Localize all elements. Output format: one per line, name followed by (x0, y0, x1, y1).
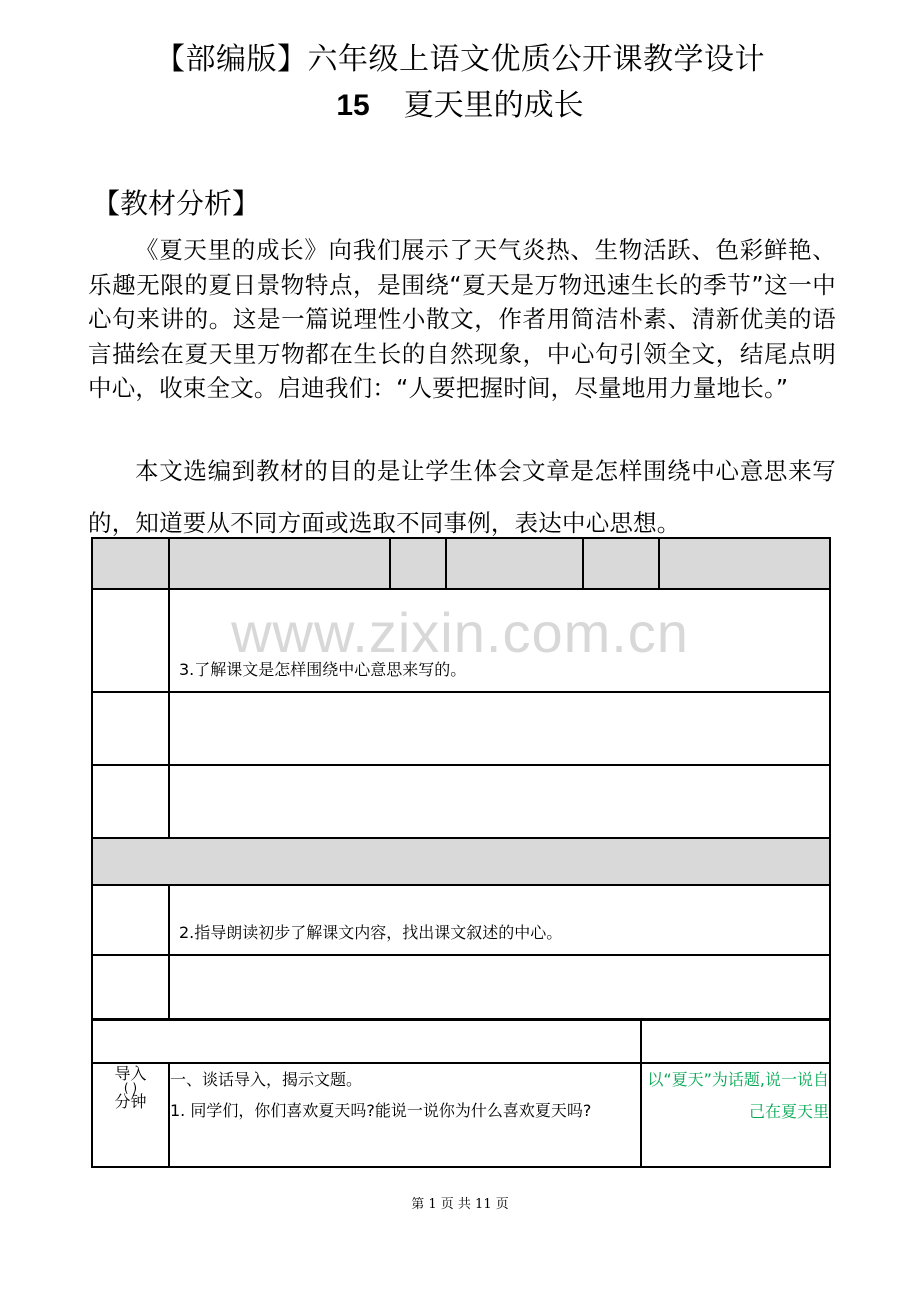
analysis-paragraph-2: 本文选编到教材的目的是让学生体会文章是怎样围绕中心意思来写的，知道要从不同方面或选取不同事例，表达中心思想。 (88, 457, 836, 537)
table-row (92, 955, 830, 1020)
table-cell (446, 538, 583, 589)
watermark: www.zixin.com.cn (231, 601, 689, 664)
lesson-heading (0, 84, 920, 128)
objective-item-3: 3.了解课文是怎样围绕中心意思来写的。 (179, 660, 467, 679)
objectives-cell (169, 589, 830, 692)
table-cell (659, 538, 830, 589)
table-cell (169, 692, 830, 765)
table-row-objectives (92, 589, 830, 692)
table-cell (92, 589, 169, 692)
teaching-process-table (91, 1018, 831, 1168)
lesson-plan-table (91, 537, 831, 1021)
page-footer: 第 1 页 共 11 页 (411, 1197, 509, 1212)
table-cell (92, 692, 169, 765)
table-cell (92, 838, 830, 885)
preparation-cell (169, 885, 830, 955)
stage-cell (92, 1063, 169, 1167)
stage-duration-blank: ( ) (123, 1081, 138, 1095)
table-cell (92, 1019, 641, 1063)
table-cell (92, 955, 169, 1020)
table-cell (92, 765, 169, 838)
table-cell (92, 538, 169, 589)
table-cell (169, 538, 390, 589)
stage-duration-unit: 分钟 (114, 1092, 147, 1111)
design-note: 以“夏天”为话题,说一说自己在夏天里 (647, 1070, 829, 1121)
process-content-cell (169, 1063, 641, 1167)
table-cell (169, 765, 830, 838)
table-cell (641, 1019, 830, 1063)
lesson-number: 15 (336, 89, 370, 122)
table-cell (390, 538, 446, 589)
table-row (92, 765, 830, 838)
step-title: 一、谈话导入，揭示文题。 (170, 1070, 363, 1089)
table-cell (169, 955, 830, 1020)
stage-label: 导入 (114, 1064, 147, 1083)
table-row (92, 692, 830, 765)
design-note-cell (641, 1063, 830, 1167)
table-section-row (92, 838, 830, 885)
table-cell (583, 538, 659, 589)
preparation-item-2: 2.指导朗读初步了解课文内容，找出课文叙述的中心。 (179, 923, 563, 942)
process-row-intro (92, 1063, 830, 1167)
section-heading-analysis: 【教材分析】 (92, 187, 261, 220)
process-header-row (92, 1019, 830, 1063)
table-cell (92, 885, 169, 955)
table-header-row (92, 538, 830, 589)
table-row-preparation (92, 885, 830, 955)
document-title: 【部编版】六年级上语文优质公开课教学设计 (155, 42, 765, 77)
analysis-paragraph-1: 《夏天里的成长》向我们展示了天气炎热、生物活跃、色彩鲜艳、乐趣无限的夏日景物特点，是围绕“夏天是万物迅速生长的季节”这一中心句来讲的。这是一篇说理性小散文，作者用简洁朴素、清新优美的语言描绘在夏天里万物都在生长的自然现象，中心句引领全文，结尾点明中心，收束全文。启迪我们：“人要把握时间，尽量地用力量地长。” (88, 236, 836, 402)
lesson-title: 夏天里的成长 (403, 88, 584, 123)
step-text: 1. 同学们，你们喜欢夏天吗?能说一说你为什么喜欢夏天吗? (170, 1101, 592, 1120)
